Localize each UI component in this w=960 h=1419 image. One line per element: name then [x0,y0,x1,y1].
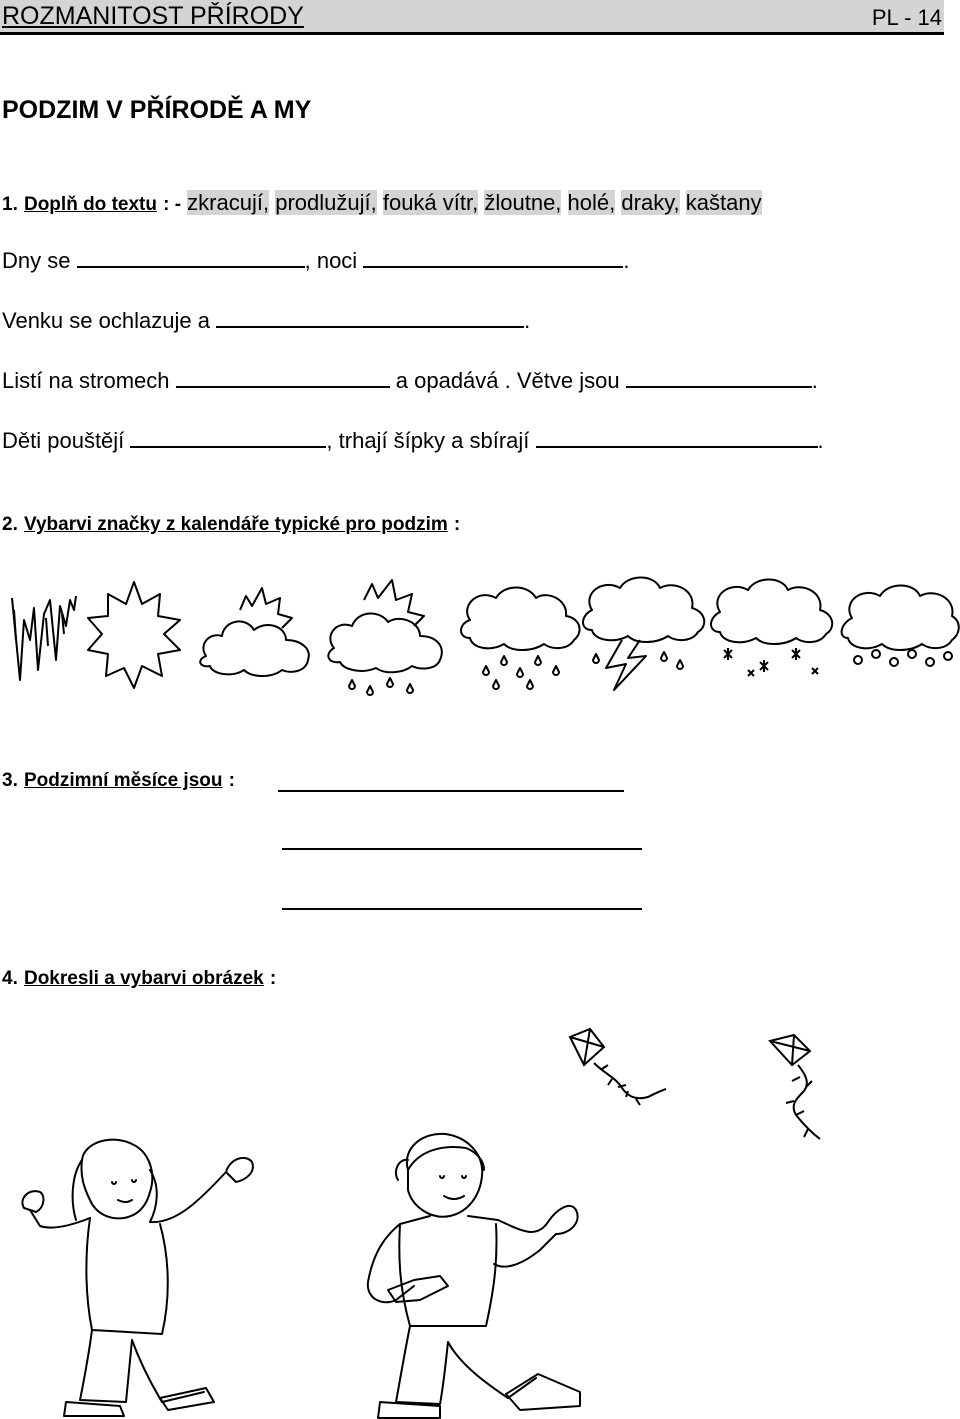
worksheet-code: PL - 14 [871,5,942,30]
month-answer-line[interactable] [278,790,624,792]
word-bank [187,190,761,215]
task3-number: 3. [2,770,18,791]
kite-icon [770,1035,820,1139]
task2-number: 2. [2,514,18,535]
task1-heading [2,190,762,216]
rain-cloud-icon[interactable] [461,588,580,690]
line-text: Dny se [2,248,71,273]
sun-behind-cloud-icon[interactable] [200,588,309,676]
word-bank-item: zkracují, [187,190,270,215]
kite-icon [570,1029,666,1105]
snow-cloud-icon[interactable] [711,580,832,677]
task2-label: Vybarvi značky z kalendáře typické pro podzim [23,514,448,535]
task2-heading [2,510,460,536]
icicles-icon[interactable] [12,596,76,680]
line-text: , trhají šípky a sbírají [326,428,530,453]
line-text: . [524,308,531,333]
month-answer-line[interactable] [282,908,642,910]
task2-sep: : [453,514,461,535]
task3-label: Podzimní měsíce jsou [23,770,223,791]
weather-symbols [0,570,960,700]
task3-sep: : [228,770,235,791]
children-drawing [0,1130,620,1419]
fill-line-4 [2,426,824,454]
month-answer-line[interactable] [282,848,642,850]
task1-label: Doplň do textu [23,194,157,215]
answer-blank[interactable] [216,306,524,328]
task4-heading [2,964,276,990]
task4-sep: : [269,968,277,989]
word-bank-item: fouká vítr, [382,190,479,215]
task1-number: 1. [2,194,18,215]
answer-blank[interactable] [176,366,390,388]
storm-cloud-icon[interactable] [583,578,704,691]
fill-line-3 [2,366,818,394]
line-text: a opadává . Větve jsou [395,368,620,393]
word-bank-item: draky, [621,190,680,215]
line-text: . [817,428,824,453]
worksheet-title: ROZMANITOST PŘÍRODY [2,2,304,30]
girl-drawing [22,1140,253,1416]
task3-heading [2,766,235,792]
answer-blank[interactable] [536,426,818,448]
fill-line-1 [2,246,629,274]
task4-label: Dokresli a vybarvi obrázek [23,968,264,989]
answer-blank[interactable] [77,246,305,268]
hail-cloud-icon[interactable] [842,586,959,667]
answer-blank[interactable] [363,246,623,268]
sun-cloud-rain-icon[interactable] [328,580,441,695]
answer-blank[interactable] [626,366,812,388]
sun-icon[interactable] [88,582,180,688]
word-bank-item: prodlužují, [275,190,377,215]
word-bank-item: žloutne, [484,190,562,215]
task4-number: 4. [2,968,18,989]
boy-drawing [368,1134,580,1418]
word-bank-item: kaštany [685,190,762,215]
answer-blank[interactable] [130,426,326,448]
line-text: Listí na stromech [2,368,170,393]
line-text: . [811,368,818,393]
line-text: Venku se ochlazuje a [2,308,210,333]
task1-sep: : - [163,194,182,215]
line-text: Děti pouštějí [2,428,125,453]
fill-line-2 [2,306,530,334]
line-text: . [623,248,630,273]
line-text: , noci [304,248,358,273]
page-subtitle: PODZIM V PŘÍRODĚ A MY [2,96,312,124]
word-bank-item: holé, [567,190,616,215]
